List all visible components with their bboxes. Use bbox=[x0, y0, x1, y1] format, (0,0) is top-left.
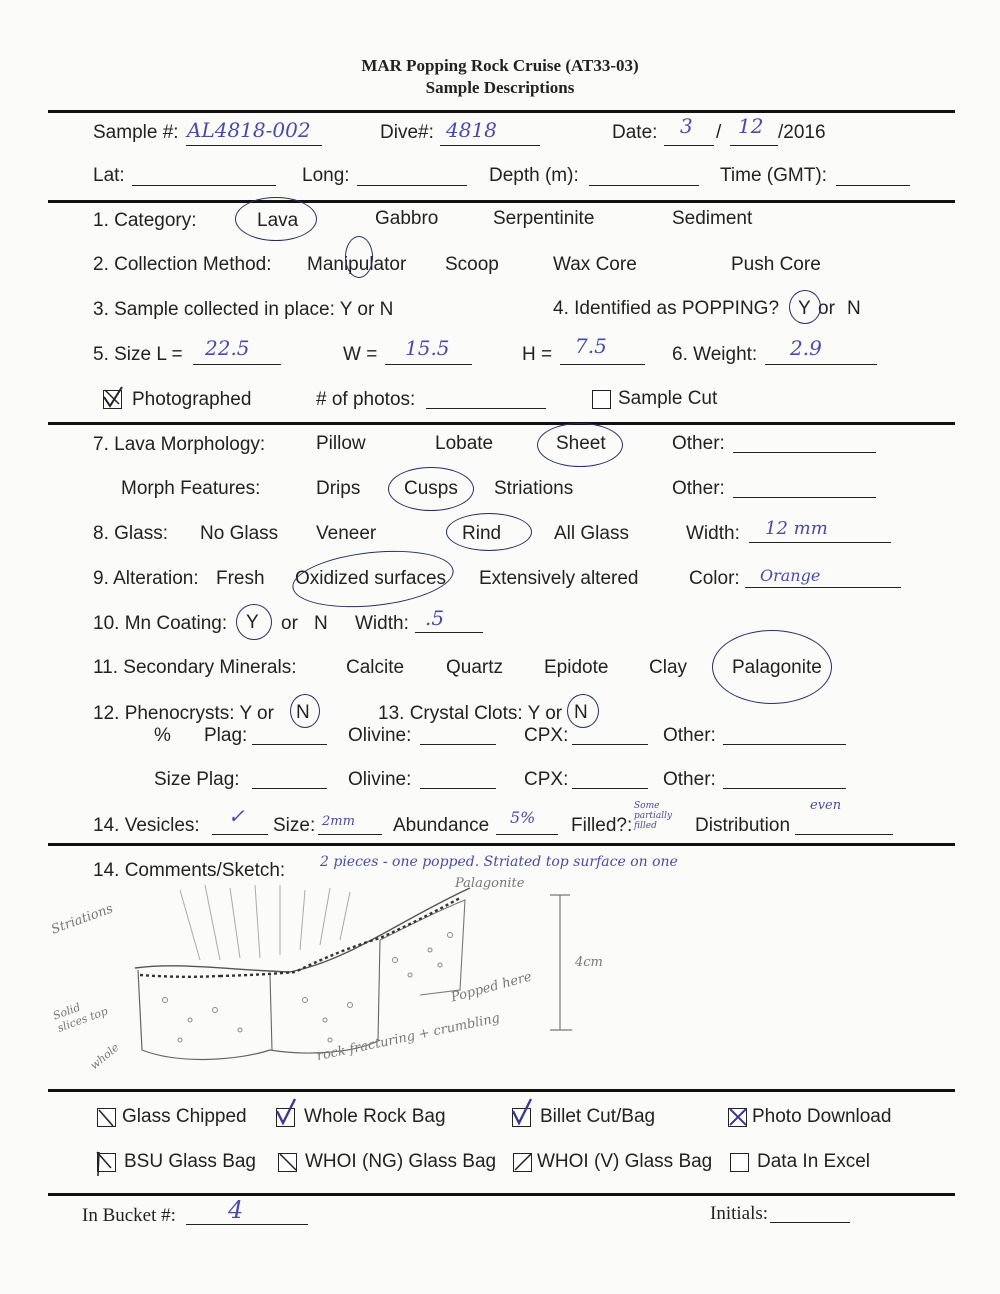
secondary-label: 11. Secondary Minerals: bbox=[93, 657, 297, 678]
mineral-clay[interactable]: Clay bbox=[649, 657, 688, 678]
size-other-label: Other: bbox=[663, 769, 716, 790]
pct-plag-label: Plag: bbox=[204, 725, 248, 746]
mineral-calcite[interactable]: Calcite bbox=[346, 657, 405, 678]
photo-download-label: Photo Download bbox=[752, 1106, 892, 1127]
x-mark-icon bbox=[726, 1105, 750, 1129]
mn-width-value[interactable]: .5 bbox=[425, 606, 445, 630]
category-serpentinite[interactable]: Serpentinite bbox=[493, 208, 595, 229]
selection-circle bbox=[290, 544, 457, 615]
form-title: MAR Popping Rock Cruise (AT33-03) bbox=[361, 56, 639, 75]
pct-olivine-field[interactable] bbox=[420, 744, 496, 745]
clots-label: 13. Crystal Clots: Y or bbox=[378, 703, 563, 724]
morph-pillow[interactable]: Pillow bbox=[316, 433, 366, 454]
size-h-value[interactable]: 7.5 bbox=[575, 334, 607, 358]
check-mark-icon bbox=[95, 1104, 119, 1128]
billet-cut-label: Billet Cut/Bag bbox=[540, 1106, 656, 1127]
check-mark-icon bbox=[93, 1148, 117, 1178]
divider bbox=[48, 422, 955, 425]
sample-value[interactable]: AL4818-002 bbox=[187, 118, 311, 142]
long-label: Long: bbox=[302, 165, 350, 186]
rock-sketch bbox=[120, 880, 680, 1080]
feature-striations[interactable]: Striations bbox=[494, 478, 574, 499]
date-year: /2016 bbox=[778, 122, 826, 143]
selection-circle bbox=[345, 236, 373, 278]
glass-all[interactable]: All Glass bbox=[554, 523, 629, 544]
sketch-note-scale: 4cm bbox=[575, 955, 603, 970]
check-mark-icon bbox=[273, 1097, 299, 1127]
mn-label: 10. Mn Coating: bbox=[93, 613, 228, 634]
check-mark-icon bbox=[276, 1150, 300, 1174]
photos-field[interactable] bbox=[426, 408, 546, 409]
selection-circle bbox=[537, 423, 623, 467]
size-plag-field[interactable] bbox=[252, 788, 327, 789]
size-plag-label: Size Plag: bbox=[154, 769, 240, 790]
bucket-label: In Bucket #: bbox=[82, 1205, 176, 1226]
mineral-quartz[interactable]: Quartz bbox=[446, 657, 504, 678]
sample-label: Sample #: bbox=[93, 122, 179, 143]
mn-or: or bbox=[281, 613, 298, 634]
abundance-label: Abundance bbox=[393, 815, 490, 836]
mn-y[interactable]: Y bbox=[246, 612, 259, 633]
bsu-glass-bag-label: BSU Glass Bag bbox=[124, 1151, 256, 1172]
collection-scoop[interactable]: Scoop bbox=[445, 254, 499, 275]
initials-label: Initials: bbox=[710, 1203, 769, 1224]
vesicles-label: 14. Vesicles: bbox=[93, 815, 200, 836]
sketch-note-whole: whole bbox=[87, 1040, 122, 1073]
initials-field[interactable] bbox=[770, 1222, 850, 1223]
size-cpx-field[interactable] bbox=[572, 788, 648, 789]
whoi-ng-label: WHOI (NG) Glass Bag bbox=[305, 1151, 497, 1172]
glass-rind[interactable]: Rind bbox=[462, 523, 502, 544]
morph-features-label: Morph Features: bbox=[121, 478, 261, 499]
pct-cpx-label: CPX: bbox=[524, 725, 569, 746]
long-field[interactable] bbox=[357, 185, 467, 186]
alteration-oxidized[interactable]: Oxidized surfaces bbox=[295, 568, 447, 589]
selection-circle bbox=[388, 467, 474, 511]
pct-other-field[interactable] bbox=[723, 744, 846, 745]
other1-field[interactable] bbox=[733, 452, 876, 453]
distribution-value[interactable]: even bbox=[810, 798, 842, 813]
alteration-fresh[interactable]: Fresh bbox=[216, 568, 265, 589]
collection-push-core[interactable]: Push Core bbox=[731, 254, 821, 275]
time-field[interactable] bbox=[836, 185, 910, 186]
sketch-note-solid: Solid slices top bbox=[51, 1000, 110, 1035]
popping-n[interactable]: N bbox=[847, 298, 861, 319]
other2-field[interactable] bbox=[733, 497, 876, 498]
other2-label: Other: bbox=[672, 478, 725, 499]
dive-value[interactable]: 4818 bbox=[446, 118, 497, 142]
collection-manipulator[interactable]: Manipulator bbox=[307, 254, 407, 275]
filled-value[interactable]: Some partially filled bbox=[634, 801, 673, 831]
sketch-note-popped: Popped here bbox=[449, 969, 534, 1006]
form-subtitle: Sample Descriptions bbox=[425, 78, 575, 97]
pct-label: % bbox=[154, 725, 171, 746]
depth-field[interactable] bbox=[589, 185, 699, 186]
size-other-field[interactable] bbox=[723, 788, 846, 789]
category-lava[interactable]: Lava bbox=[257, 210, 299, 231]
comments-text[interactable]: 2 pieces - one popped. Striated top surface on one bbox=[320, 854, 678, 870]
size-l-value[interactable]: 22.5 bbox=[205, 336, 250, 360]
size-olivine-field[interactable] bbox=[420, 788, 496, 789]
pct-cpx-field[interactable] bbox=[572, 744, 648, 745]
selection-circle bbox=[290, 694, 320, 728]
size-w-value[interactable]: 15.5 bbox=[405, 336, 450, 360]
size-l-label: 5. Size L = bbox=[93, 344, 183, 365]
pct-plag-field[interactable] bbox=[252, 744, 327, 745]
lat-label: Lat: bbox=[93, 165, 125, 186]
collection-label: 2. Collection Method: bbox=[93, 254, 272, 275]
divider bbox=[48, 200, 955, 203]
pct-other-label: Other: bbox=[663, 725, 716, 746]
comments-label: 14. Comments/Sketch: bbox=[93, 860, 286, 881]
size-cpx-label: CPX: bbox=[524, 769, 569, 790]
photographed-label: Photographed bbox=[132, 389, 252, 410]
data-in-excel-label: Data In Excel bbox=[757, 1151, 870, 1172]
bucket-value[interactable]: 4 bbox=[228, 1196, 244, 1224]
selection-circle bbox=[789, 290, 821, 324]
check-mark-icon bbox=[100, 385, 124, 409]
color-label: Color: bbox=[689, 568, 740, 589]
pct-olivine-label: Olivine: bbox=[348, 725, 412, 746]
vesicle-size-value[interactable]: 2mm bbox=[322, 814, 355, 829]
size-olivine-label: Olivine: bbox=[348, 769, 412, 790]
abundance-value[interactable]: 5% bbox=[510, 808, 536, 827]
date-label: Date: bbox=[612, 122, 658, 143]
vesicles-check[interactable]: ✓ bbox=[228, 804, 245, 828]
check-mark-icon bbox=[509, 1097, 535, 1127]
date-day[interactable]: 12 bbox=[738, 114, 764, 138]
depth-label: Depth (m): bbox=[489, 165, 579, 186]
sketch-note-striations: Striations bbox=[49, 901, 116, 938]
glass-width-value[interactable]: 12 mm bbox=[765, 518, 828, 539]
divider bbox=[48, 843, 955, 846]
morph-lobate[interactable]: Lobate bbox=[435, 433, 494, 454]
category-label: 1. Category: bbox=[93, 210, 197, 231]
glass-width-label: Width: bbox=[686, 523, 740, 544]
dive-label: Dive#: bbox=[380, 122, 434, 143]
popping-y[interactable]: Y bbox=[798, 298, 811, 319]
whole-rock-bag-label: Whole Rock Bag bbox=[304, 1106, 446, 1127]
date-sep: / bbox=[716, 122, 722, 143]
date-month[interactable]: 3 bbox=[680, 114, 693, 138]
filled-label: Filled?: bbox=[571, 815, 633, 836]
whoi-v-label: WHOI (V) Glass Bag bbox=[537, 1151, 713, 1172]
sketch-note-palagonite: Palagonite bbox=[455, 876, 525, 891]
selection-circle bbox=[712, 630, 832, 704]
popping-or: or bbox=[818, 298, 835, 319]
time-label: Time (GMT): bbox=[720, 165, 827, 186]
sketch-note-fracturing: rock fracturing + crumbling bbox=[315, 1010, 502, 1065]
color-value[interactable]: Orange bbox=[760, 566, 821, 585]
glass-none[interactable]: No Glass bbox=[200, 523, 279, 544]
mineral-epidote[interactable]: Epidote bbox=[544, 657, 609, 678]
glass-chipped-label: Glass Chipped bbox=[122, 1106, 247, 1127]
lat-field[interactable] bbox=[132, 185, 276, 186]
lava-morph-label: 7. Lava Morphology: bbox=[93, 434, 266, 455]
weight-value[interactable]: 2.9 bbox=[790, 336, 822, 360]
glass-veneer[interactable]: Veneer bbox=[316, 523, 377, 544]
selection-circle bbox=[235, 197, 317, 241]
category-sediment[interactable]: Sediment bbox=[672, 208, 753, 229]
sample-cut-label: Sample Cut bbox=[618, 388, 718, 409]
distribution-label: Distribution bbox=[695, 815, 791, 836]
clots-n[interactable]: N bbox=[574, 702, 588, 723]
feature-cusps[interactable]: Cusps bbox=[404, 478, 458, 499]
divider bbox=[48, 110, 955, 113]
morph-sheet[interactable]: Sheet bbox=[556, 433, 606, 454]
glass-label: 8. Glass: bbox=[93, 523, 168, 544]
in-place-label: 3. Sample collected in place: Y or N bbox=[93, 299, 394, 320]
data-in-excel-checkbox[interactable] bbox=[730, 1153, 749, 1172]
sample-cut-checkbox[interactable] bbox=[592, 390, 611, 409]
mineral-palagonite[interactable]: Palagonite bbox=[732, 657, 822, 678]
phenocrysts-label: 12. Phenocrysts: Y or bbox=[93, 703, 274, 724]
vesicle-size-label: Size: bbox=[273, 815, 316, 836]
size-h-label: H = bbox=[522, 344, 553, 365]
size-w-label: W = bbox=[343, 344, 378, 365]
check-mark-icon bbox=[511, 1150, 535, 1174]
photos-label: # of photos: bbox=[316, 389, 416, 410]
divider bbox=[48, 1193, 955, 1196]
collection-wax-core[interactable]: Wax Core bbox=[553, 254, 637, 275]
selection-circle bbox=[446, 513, 532, 551]
divider bbox=[48, 1089, 955, 1092]
feature-drips[interactable]: Drips bbox=[316, 478, 361, 499]
other1-label: Other: bbox=[672, 433, 725, 454]
popping-label: 4. Identified as POPPING? bbox=[553, 298, 780, 319]
selection-circle bbox=[567, 694, 599, 728]
phenocrysts-n[interactable]: N bbox=[296, 702, 310, 723]
category-gabbro[interactable]: Gabbro bbox=[375, 208, 439, 229]
weight-label: 6. Weight: bbox=[672, 344, 758, 365]
alteration-label: 9. Alteration: bbox=[93, 568, 199, 589]
alteration-extensive[interactable]: Extensively altered bbox=[479, 568, 639, 589]
mn-n[interactable]: N bbox=[314, 613, 328, 634]
mn-width-label: Width: bbox=[355, 613, 409, 634]
selection-circle bbox=[236, 604, 272, 640]
